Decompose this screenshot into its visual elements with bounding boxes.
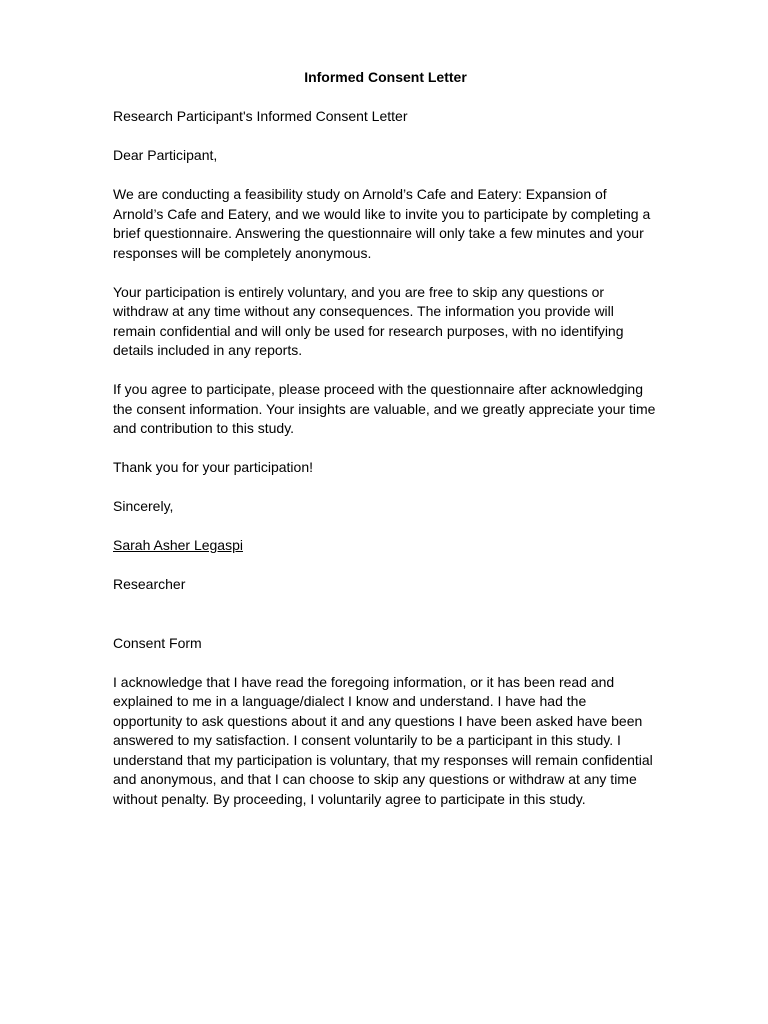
letter-body xyxy=(113,68,658,829)
thank-you-line: Thank you for your participation! xyxy=(113,459,313,475)
consent-heading: Consent Form xyxy=(113,634,202,651)
signature-name xyxy=(113,536,658,556)
paragraph-voluntary: Your participation is entirely voluntary, and you are free to skip any questions or withdraw at any time without any consequences. The information you provide will remain confidential and will only be used for research purposes, with no identifying details included in any reports. xyxy=(113,283,624,358)
document-title: Informed Consent Letter xyxy=(304,69,467,85)
salutation: Dear Participant, xyxy=(113,147,218,163)
paragraph-intro: We are conducting a feasibility study on Arnold’s Cafe and Eatery: Expansion of Arnold’s Cafe and Eatery, and we would like to invite you to participate by completing a brief questionnaire. Answering the questionnaire will only take a few minutes and your responses will be completely anonymous. xyxy=(113,186,651,261)
signature-name-text: Sarah Asher Legaspi xyxy=(113,537,243,553)
paragraph-instructions: If you agree to participate, please proceed with the questionnaire after acknowledging the consent information. Your insights are valuable, and we greatly appreciate your time and contribution to this study. xyxy=(113,381,656,436)
letter-subtitle: Research Participant's Informed Consent Letter xyxy=(113,108,408,124)
closing: Sincerely, xyxy=(113,498,174,514)
consent-statement: I acknowledge that I have read the foregoing information, or it has been read and explained to me in a language/dialect I know and understand. I have had the opportunity to ask questions about it and any questions I have been asked have been answered to my satisfaction. I consent voluntarily to be a participant in this study. I understand that my participation is voluntary, that my responses will remain confidential and anonymous, and that I can choose to skip any questions or withdraw at any time without penalty. By proceeding, I voluntarily agree to participate in this study. xyxy=(113,673,653,807)
signature-role: Researcher xyxy=(113,576,186,592)
